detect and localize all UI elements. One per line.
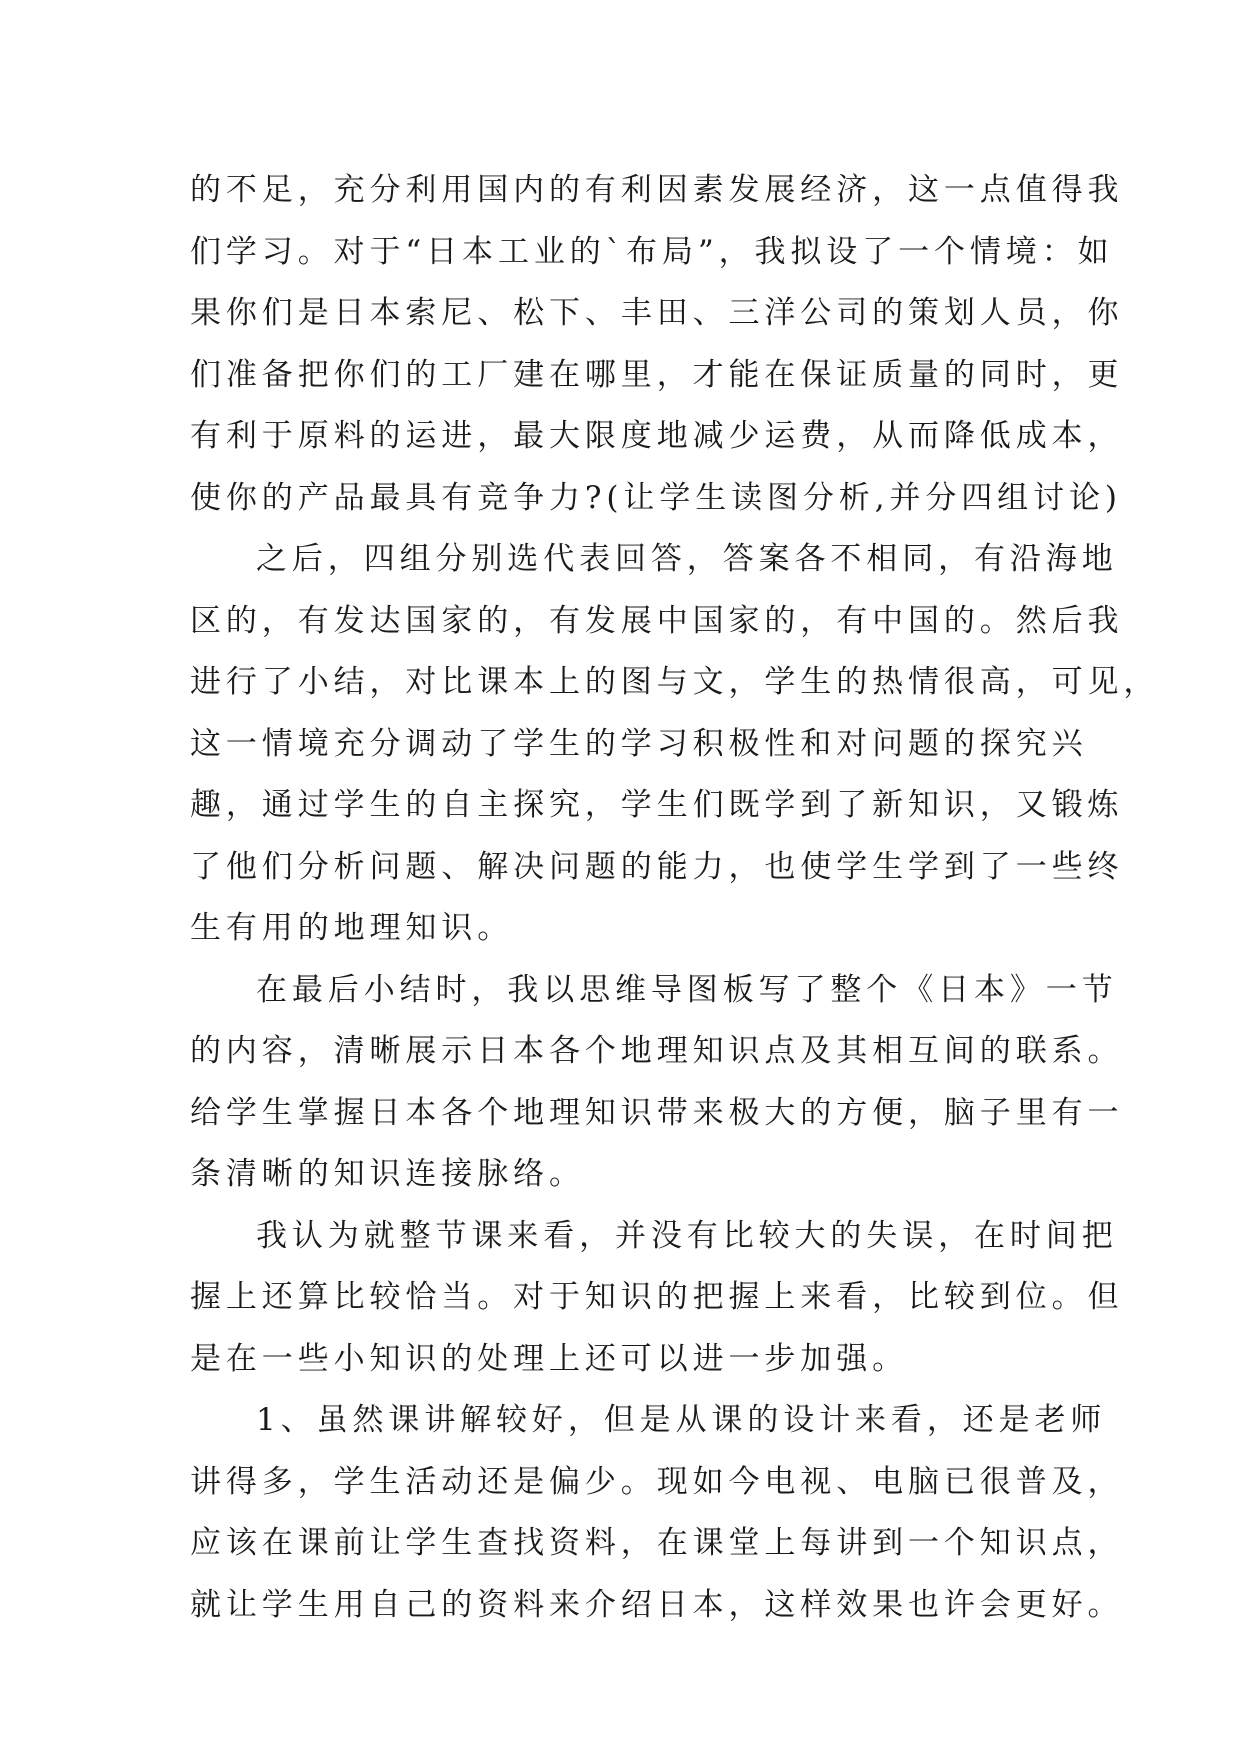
text-line: 讲得多，学生活动还是偏少。现如今电视、电脑已很普及， [190,1463,1124,1500]
text-line: 就让学生用自己的资料来介绍日本，这样效果也许会更好。 [190,1586,1124,1623]
text-line: 们准备把你们的工厂建在哪里，才能在保证质量的同时，更 [190,356,1124,393]
text-line: 进行了小结，对比课本上的图与文，学生的热情很高，可见， [190,664,1160,700]
text-line: 区的，有发达国家的，有发展中国家的，有中国的。然后我 [190,602,1124,639]
text-line: 握上还算比较恰当。对于知识的把握上来看，比较到位。但 [190,1279,1124,1315]
document-body [190,160,1160,1636]
text-line: 趣，通过学生的自主探究，学生们既学到了新知识，又锻炼 [190,787,1124,823]
text-line: 使你的产品最具有竞争力?(让学生读图分析,并分四组讨论) [190,479,1122,516]
paragraph-first-line: 在最后小结时，我以思维导图板写了整个《日本》一节 [256,971,1118,1008]
text-line: 了他们分析问题、解决问题的能力，也使学生学到了一些终 [190,848,1124,885]
text-line: 们学习。对于“日本工业的`布局”，我拟设了一个情境：如 [190,233,1114,270]
text-line: 条清晰的知识连接脉络。 [190,1156,585,1192]
text-line: 的不足，充分利用国内的有利因素发展经济，这一点值得我 [190,172,1124,208]
text-line: 果你们是日本索尼、松下、丰田、三洋公司的策划人员，你 [190,295,1124,331]
text-line: 这一情境充分调动了学生的学习积极性和对问题的探究兴 [190,725,1088,762]
text-line: 的内容，清晰展示日本各个地理知识点及其相互间的联系。 [190,1033,1124,1069]
text-line: 有利于原料的运进，最大限度地减少运费，从而降低成本， [190,418,1124,454]
text-line: 应该在课前让学生查找资料，在课堂上每讲到一个知识点， [190,1525,1124,1561]
paragraph-first-line: 我认为就整节课来看，并没有比较大的失误，在时间把 [256,1217,1118,1254]
text-line: 给学生掌握日本各个地理知识带来极大的方便，脑子里有一 [190,1094,1124,1131]
text-line: 生有用的地理知识。 [190,910,514,946]
paragraph-first-line: 之后，四组分别选代表回答，答案各不相同，有沿海地 [256,541,1118,577]
text-line: 是在一些小知识的处理上还可以进一步加强。 [190,1340,908,1377]
paragraph-first-line: 1、虽然课讲解较好，但是从课的设计来看，还是老师 [256,1402,1107,1438]
